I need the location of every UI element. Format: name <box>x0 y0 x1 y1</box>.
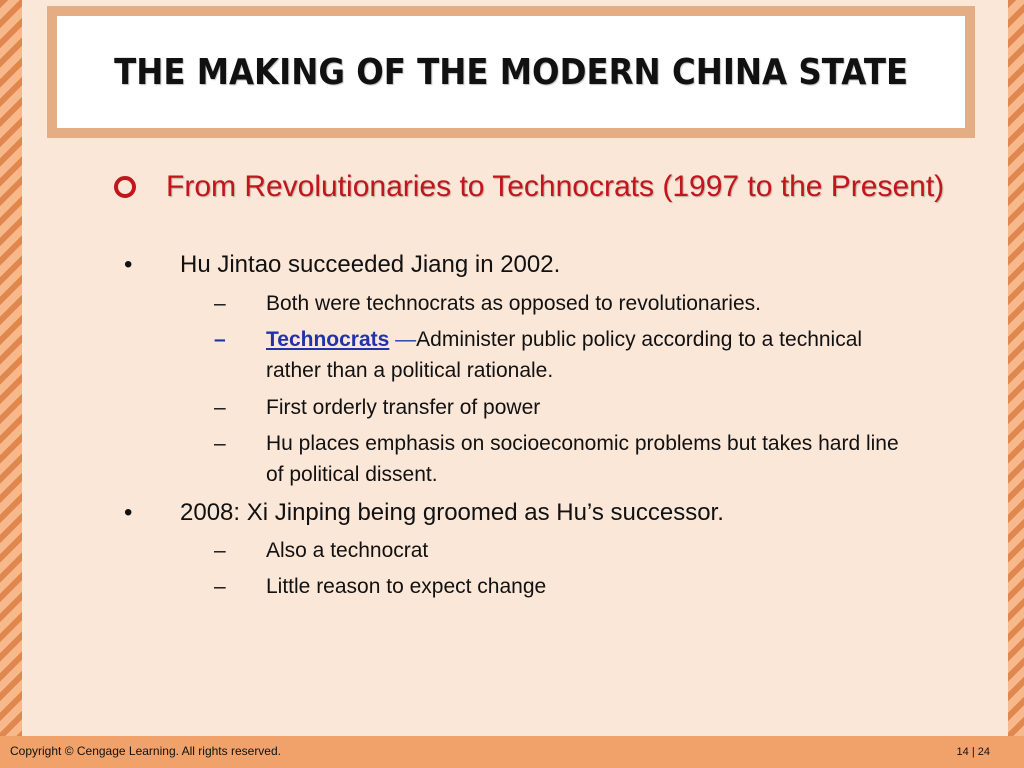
bullet-text: Hu Jintao succeeded Jiang in 2002. <box>180 251 561 278</box>
left-decorative-edge <box>0 0 22 736</box>
sub-bullet-text: First orderly transfer of power <box>266 396 541 419</box>
slide-footer <box>0 736 1024 768</box>
sub-bullet-item <box>214 288 934 319</box>
sub-bullet-text: Hu places emphasis on socioeconomic problems but takes hard line of political dissent. <box>266 432 899 486</box>
sub-bullet-marker: – <box>214 328 226 351</box>
slide-title: THE MAKING OF THE MODERN CHINA STATE <box>114 51 908 93</box>
sub-bullet-text: Little reason to expect change <box>266 575 547 598</box>
hollow-circle-icon <box>110 170 166 206</box>
term-definition-text: Administer public policy according to a technical rather than a political rationale. <box>266 328 863 382</box>
slide <box>22 0 1008 736</box>
sub-bullet-definition <box>266 324 906 386</box>
sub-bullet-item <box>214 392 934 423</box>
sub-bullet-item <box>214 571 934 602</box>
term-technocrats: Technocrats <box>266 328 390 351</box>
sub-bullet-marker: – <box>214 575 226 598</box>
bullet-text: 2008: Xi Jinping being groomed as Hu’s successor. <box>180 499 724 526</box>
page-number: 14 | 24 <box>956 746 990 758</box>
section-heading <box>110 170 950 206</box>
right-decorative-edge <box>1008 0 1024 736</box>
sub-bullet-marker: – <box>214 396 226 419</box>
bullet-marker: • <box>124 251 133 278</box>
copyright-text: Copyright © Cengage Learning. All rights reserved. <box>10 744 281 758</box>
slide-content <box>22 0 1008 736</box>
section-heading-text: From Revolutionaries to Technocrats (1997 to the Present) <box>166 170 945 203</box>
term-dash: — <box>389 328 417 351</box>
sub-bullet-marker: – <box>214 432 226 455</box>
sub-bullet-text: Both were technocrats as opposed to revolutionaries. <box>266 292 761 315</box>
sub-bullet-item <box>214 428 934 490</box>
sub-bullet-marker: – <box>214 539 226 562</box>
sub-bullet-marker: – <box>214 292 226 315</box>
bullet-item <box>108 250 900 280</box>
sub-bullet-item <box>214 535 934 566</box>
bullet-marker: • <box>124 499 133 526</box>
sub-bullet-text: Also a technocrat <box>266 539 429 562</box>
sub-bullet-item <box>214 324 934 386</box>
bullet-item <box>108 498 900 528</box>
